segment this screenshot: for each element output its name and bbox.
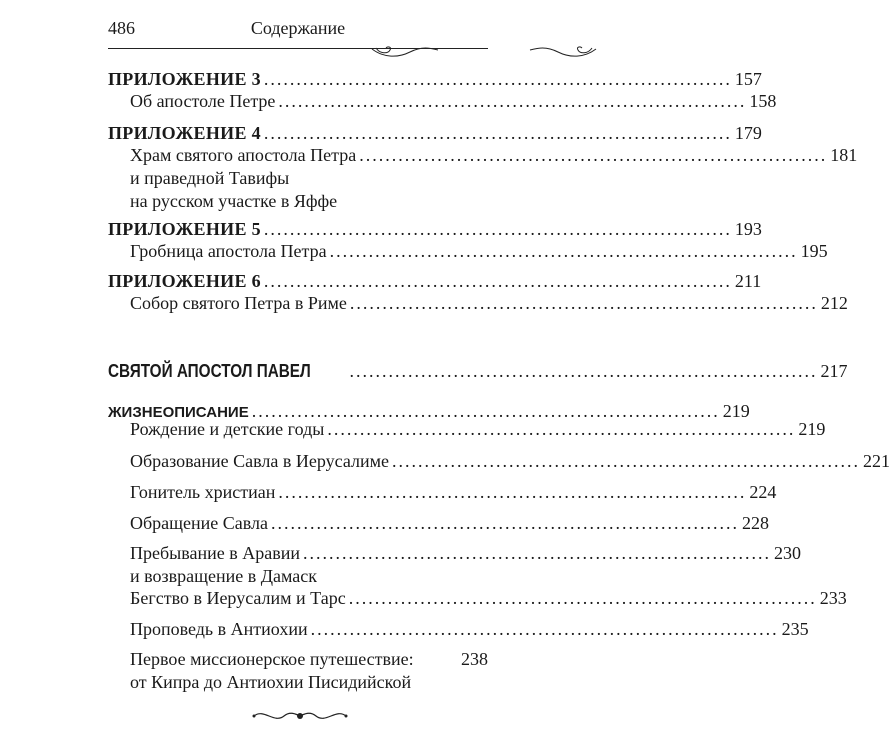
dot-leader: ........................................................................ (263, 69, 732, 89)
toc-entry-continuation: и праведной Тавифы (130, 168, 290, 188)
dot-leader: ........................................................................ (303, 543, 771, 563)
toc-entry-title: ПРИЛОЖЕНИЕ 6 (108, 271, 261, 291)
toc-entry (108, 618, 809, 641)
footer-ornament (250, 706, 350, 726)
toc-entry-continuation: на русском участке в Яффе (130, 191, 338, 211)
header-ornament-left (370, 44, 440, 60)
dot-leader: ........................................................................ (263, 271, 732, 291)
toc-entry (108, 292, 848, 315)
toc-entry-title: Проповедь в Антиохии (130, 619, 308, 639)
toc-entry-appendix-4 (108, 122, 762, 145)
toc-entry (108, 648, 488, 694)
toc-entry-page: 158 (749, 91, 777, 111)
toc-entry-page: 230 (774, 543, 801, 563)
dot-leader: ........................................................................ (327, 419, 796, 439)
dot-leader: ........................................................................ (251, 401, 720, 421)
toc-entry (108, 542, 801, 588)
dot-leader: ........................................................................ (392, 451, 860, 471)
dot-leader: ........................................................................ (359, 145, 828, 165)
toc-entry-appendix-5 (108, 218, 762, 241)
toc-entry (108, 144, 858, 213)
toc-entry-title: Гробница апостола Петра (130, 241, 327, 261)
toc-entry-title: Храм святого апостола Петра (130, 145, 357, 165)
toc-entry (108, 512, 769, 535)
dot-leader: ........................................................................ (270, 513, 739, 533)
toc-entry-title: Собор святого Петра в Риме (130, 293, 347, 313)
toc-entry-page: 195 (800, 241, 828, 261)
toc-entry-title: Образование Савла в Иерусалиме (130, 451, 389, 471)
toc-entry-title: ПРИЛОЖЕНИЕ 3 (108, 69, 261, 89)
toc-entry-title: Бегство в Иерусалим и Тарс (130, 588, 346, 608)
toc-entry-page: 181 (830, 145, 858, 165)
toc-entry-page: 179 (734, 123, 762, 143)
toc-entry-page: 219 (722, 401, 750, 421)
toc-entry-page: 235 (781, 619, 809, 639)
toc-entry-continuation: и возвращение в Дамаск (130, 566, 317, 586)
toc-entry-appendix-6 (108, 270, 762, 293)
toc-entry (108, 587, 847, 610)
header-ornament-right (528, 44, 598, 60)
toc-entry (108, 240, 828, 263)
dot-leader: ........................................................................ (310, 619, 779, 639)
toc-entry-page: 221 (863, 451, 890, 471)
toc-entry-page: 238 (461, 649, 488, 669)
toc-entry-page: 228 (741, 513, 769, 533)
toc-entry-continuation: от Кипра до Антиохии Писидийской (130, 672, 412, 692)
toc-entry (108, 481, 777, 504)
toc-entry-page: 219 (798, 419, 826, 439)
toc-entry-page: 157 (734, 69, 762, 89)
toc-entry-title: Об апостоле Петре (130, 91, 276, 111)
toc-entry-page: 217 (820, 361, 848, 381)
toc-entry-saint-paul (108, 360, 848, 383)
dot-leader: ........................................................................ (263, 123, 732, 143)
running-title: Содержание (250, 18, 346, 38)
toc-entry-title: Рождение и детские годы (130, 419, 325, 439)
toc-entry (108, 90, 777, 113)
dot-leader: ........................................................................ (349, 361, 818, 381)
dot-leader: ........................................................................ (263, 219, 732, 239)
toc-entry (108, 418, 826, 441)
toc-entry-title: ПРИЛОЖЕНИЕ 5 (108, 219, 261, 239)
toc-entry-title: Пребывание в Аравии (130, 543, 300, 563)
toc-entry-title: Обращение Савла (130, 513, 268, 533)
toc-entry-title: ЖИЗНЕОПИСАНИЕ (108, 404, 249, 421)
toc-entry-title: ПРИЛОЖЕНИЕ 4 (108, 123, 261, 143)
page-header (108, 14, 488, 54)
toc-entry-page: 212 (820, 293, 848, 313)
page-number: 486 (108, 18, 135, 38)
dot-leader: ........................................................................ (349, 293, 818, 313)
toc-entry-title: Первое миссионерское путешествие: (130, 649, 414, 669)
toc-entry-title: СВЯТОЙ АПОСТОЛ ПАВЕЛ (108, 361, 311, 381)
toc-entry-page: 193 (734, 219, 762, 239)
toc-entry-page: 224 (749, 482, 777, 502)
toc-entry (108, 450, 890, 473)
toc-entry-page: 211 (734, 271, 762, 291)
toc-entry-page: 233 (819, 588, 847, 608)
dot-leader: ........................................................................ (329, 241, 798, 261)
dot-leader: ........................................................................ (348, 588, 817, 608)
toc-entry-title: Гонитель христиан (130, 482, 276, 502)
dot-leader: ........................................................................ (278, 91, 747, 111)
dot-leader: ........................................................................ (278, 482, 747, 502)
toc-entry-appendix-3 (108, 68, 762, 91)
